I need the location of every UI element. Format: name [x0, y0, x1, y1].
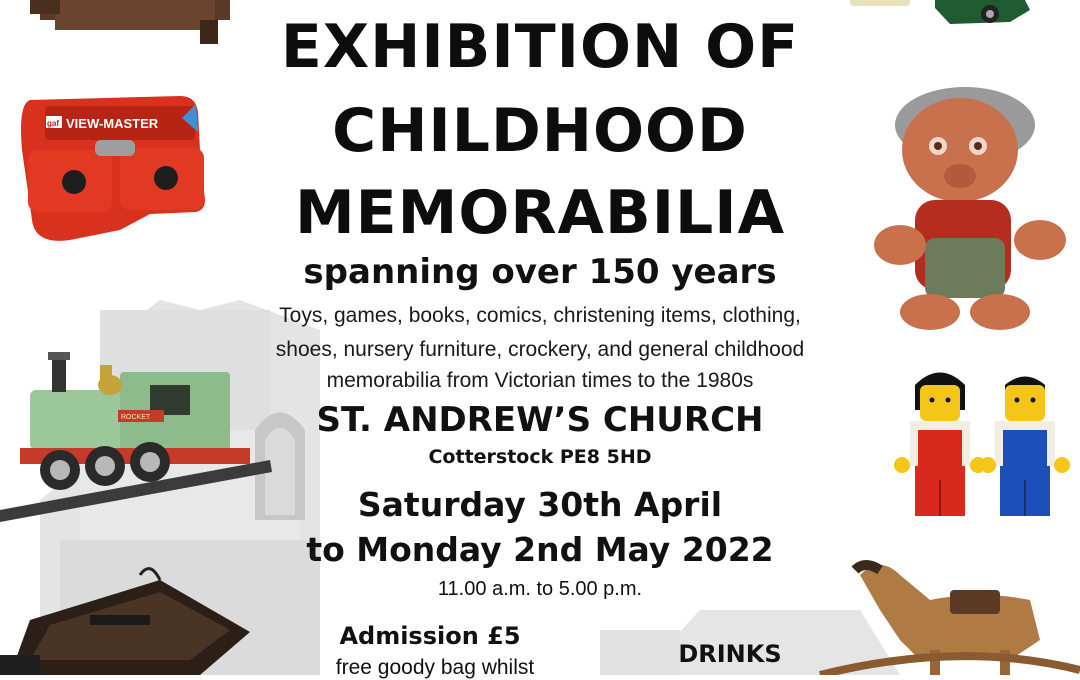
- viewmaster-image: [21, 96, 205, 241]
- title-line-2: CHILDHOOD: [332, 96, 748, 166]
- venue-name: ST. ANDREW’S CHURCH: [316, 400, 764, 440]
- admission-price: Admission £5: [339, 622, 521, 650]
- drinks-label: DRINKS: [678, 640, 782, 668]
- viewmaster-logo-text: gaf: [47, 119, 59, 128]
- troll-doll-image: [874, 87, 1066, 330]
- train-nameplate-text: ROCKET: [121, 414, 151, 421]
- title-line-3: MEMORABILIA: [294, 178, 786, 248]
- venue-address: Cotterstock PE8 5HD: [428, 446, 652, 468]
- description-line-2: shoes, nursery furniture, crockery, and general childhood: [275, 338, 805, 361]
- title-line-1: EXHIBITION OF: [280, 12, 800, 82]
- subtitle: spanning over 150 years: [303, 252, 777, 292]
- viewmaster-brand-text: VIEW-MASTER: [66, 116, 159, 131]
- goody-bag-note: free goody bag whilst: [335, 656, 535, 679]
- description-line-3: memorabilia from Victorian times to the 1980s: [326, 369, 754, 392]
- date-line-2: to Monday 2nd May 2022: [306, 530, 774, 569]
- date-line-1: Saturday 30th April: [357, 485, 723, 524]
- opening-hours: 11.00 a.m. to 5.00 p.m.: [437, 578, 643, 600]
- lego-figures-image: [894, 373, 1070, 517]
- description-line-1: Toys, games, books, comics, christening items, clothing,: [279, 304, 801, 327]
